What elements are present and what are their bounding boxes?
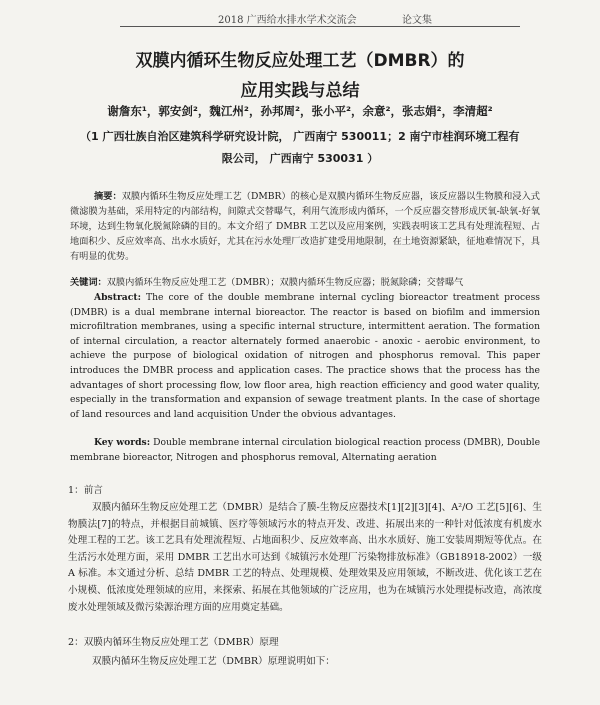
header-conference: 2018 广西给水排水学术交流会 [218, 15, 357, 26]
keywords-english [70, 436, 540, 465]
header-proceedings: 论文集 [402, 15, 432, 26]
paper-title-line2: 应用实践与总结 [240, 81, 360, 101]
running-header [0, 0, 600, 28]
abstract-cn-text: 双膜内循环生物反应处理工艺（DMBR）的核心是双膜内循环生物反应器，该反应器以生物膜和浸入式微滤膜为基础，采用特定的内部结构，间隙式交替曝气，利用气流形成内循环，一个反应器交替形成厌氧-缺氧-好氧环境，达到生物氧化脱氮除磷的目的。本文介绍了 DMBR 工艺以及应用案例，实践表明该工艺具有处理流程短、占地面积少、反应效率高、出水水质好，尤其在污水处理厂改造扩建受用地限制，在土地资源紧缺，征地难情况下，具有明显的优势。 [70, 191, 540, 262]
paper-title-line1: 双膜内循环生物反应处理工艺（DMBR）的 [135, 51, 465, 71]
abstract-cn-label: 摘要： [94, 191, 122, 202]
section-2-paragraph: 双膜内循环生物反应处理工艺（DMBR）原理说明如下： [92, 656, 335, 667]
abstract-chinese [70, 189, 540, 264]
section-2-heading: 2：双膜内循环生物反应处理工艺（DMBR）原理 [68, 637, 279, 648]
section-1-heading: 1：前言 [68, 485, 103, 496]
keywords-chinese [70, 275, 540, 290]
abstract-en-text: The core of the double membrane internal cycling bioreactor treatment process (DMBR) is a dual membrane internal bioreactor. The reactor is based on biofilm and immersion microfiltration membranes, using a specific internal structure, intermittent aeration. The formation of internal circulation, a reactor alternately formed anaerobic - anoxic - aerobic environment, to achieve the purpose of biological oxidation of nitrogen and phosphorus removal. This paper introduces the DMBR process and application cases. The practice shows that the process has the advantages of short processing flow, low floor area, high reaction efficiency and good water quality, especially in the transformation and expansion of sewage treatment plants. In the case of shortage of land resources and land acquisition Under the obvious advantages. [70, 292, 540, 420]
abstract-english [70, 291, 540, 422]
keywords-cn-text: 双膜内循环生物反应处理工艺（DMBR）；双膜内循环生物反应器；脱氮除磷；交替曝气 [106, 277, 464, 288]
abstract-en-label: Abstract: [94, 292, 141, 303]
affiliation-line1: （1 广西壮族自治区建筑科学研究设计院， 广西南宁 530011；2 南宁市桂润环境工程有 [80, 130, 520, 143]
affiliation-line2: 限公司， 广西南宁 530031 ） [221, 152, 379, 165]
keywords-en-label: Key words: [94, 437, 151, 448]
author-list: 谢詹东¹，郭安剑²，魏江州²，孙邦周²，张小平²，余意²，张志娟²，李清超² [107, 104, 493, 118]
keywords-cn-label: 关键词： [70, 277, 107, 288]
section-1-paragraph: 双膜内循环生物反应处理工艺（DMBR）是结合了膜-生物反应器技术[1][2][3][4]、A²/O 工艺[5][6]、生物膜法[7]的特点，并根据目前城镇、医疗等领域污水的特点开发、改进、拓展出来的一种针对低浓度有机废水处理工程的工艺。该工艺具有处理流程短、占地面积少、反应效率高、出水水质好、施工安装周期短等优点。在生活污水处理方面，采用 DMBR 工艺出水可达到《城镇污水处理厂污染物排放标准》（GB18918-2002）一级 A 标准。本文通过分析、总结 DMBR 工艺的特点、处理规模、处理效果及应用领域，不断改进、优化该工艺在小规模、低浓度处理领域的应用，来探索、拓展在其他领域的广泛应用，也为在城镇污水处理提标改造，高浓度废水处理领域及微污染源治理方面的应用奠定基础。 [68, 502, 542, 613]
keywords-en-text: Double membrane internal circulation biological reaction process (DMBR), Double membrane bioreactor, Nitrogen and phosphorus removal, Alternating aeration [70, 437, 541, 463]
header-rule [120, 26, 520, 27]
